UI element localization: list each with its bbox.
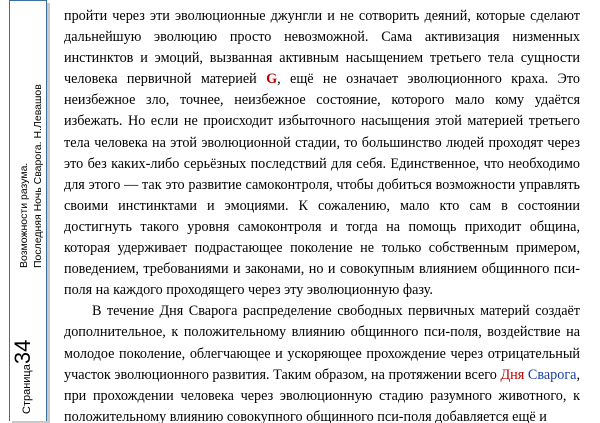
page-label: Страница: [21, 364, 33, 414]
paragraph-1: [64, 6, 580, 301]
book-title: Возможности разума.: [18, 162, 30, 268]
svarog-link[interactable]: Сварога: [527, 366, 577, 383]
paragraph-1-end: , ещё не означает эволюционного краха. Это неизбежное зло, точнее, неизбежное состояние, которого мало кому удаётся избежать. Но если не происходит избыточного насыщения этой материей третьего тела человека на этой эволюционной стадии, то большинство людей проходят через это без каких-либо серьёзных последствий для себя. Единственное, что необходимо для этого — так это развитие самоконтроля, чтобы добиться возможности управлять своими инстинктами и эмоциями. К сожалению, мало кто сам в состоянии достигнуть такого уровня самоконтроля и тогда на помощь приходит община, которая удерживает подрастающее поколение не только собственным примером, поведением, требованиями и законами, но и совокупным влиянием общинного пси-поля на каждого проходящего через эту эволюционную фазу.: [64, 71, 580, 299]
day-link[interactable]: Дня: [500, 366, 525, 383]
page-number: 34: [10, 339, 35, 365]
main-text: [64, 6, 580, 423]
paragraph-2-start: В течение Дня Сварога распределение свободных первичных материй создаёт дополнительное, к положительному влиянию общинного пси-поля, воздействие на молодое поколение, облегчающее и ускоряющее прохождение через отрицательный участок эволюционного развития. Таким образом, на протяжении всего: [64, 303, 580, 383]
page-indicator: [12, 340, 34, 414]
book-subtitle: Последняя Ночь Сварога. Н.Левашов: [32, 84, 44, 268]
paragraph-1-start: пройти через эти эволюционные джунгли и не сотворить деяний, которые сделают дальнейшую эволюцию просто невозможной. Сама активизация низменных инстинктов и эмоций, вызванная активным насыщением третьего тела сущности человека первичной материей: [64, 8, 580, 88]
matter-g-label: G: [266, 71, 278, 88]
paragraph-2-end: , при прохождении человека через эволюционную стадию разумного животного, к положительному влиянию совокупного общинного пси-поля добавляется ещё и: [64, 366, 581, 423]
paragraph-2: [64, 301, 580, 423]
